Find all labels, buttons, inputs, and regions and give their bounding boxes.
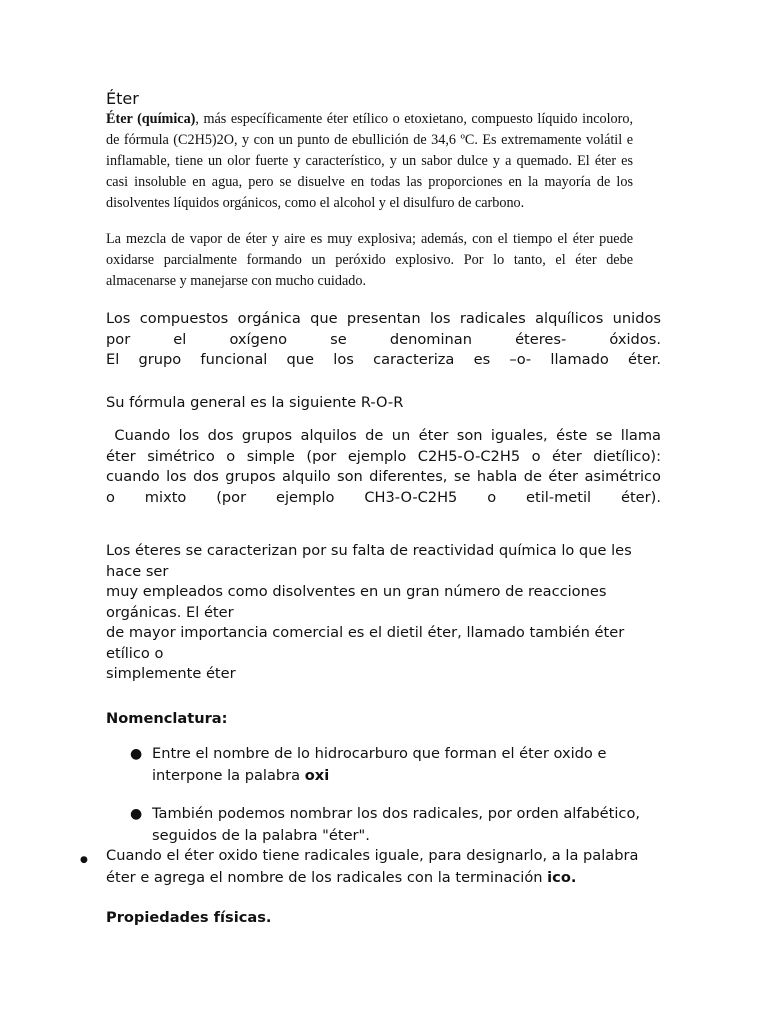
- intro-term: Éter (química): [106, 111, 196, 127]
- compounds-line-3: El grupo funcional que los caracteriza es –o- llamado éter.: [106, 351, 661, 368]
- symmetric-line-3: cuando los dos grupos alquilo son diferentes, se habla de éter asimétrico: [106, 468, 661, 485]
- bullet-text: Entre el nombre de lo hidrocarburo que forman el éter oxido e interpone la palabra: [152, 745, 607, 784]
- compounds-line-1: Los compuestos orgánica que presentan los radicales alquílicos unidos: [106, 310, 661, 327]
- symmetric-line-4: o mixto (por ejemplo CH3-O-C2H5 o etil-metil éter).: [106, 488, 661, 506]
- nomenclature-heading: Nomenclatura:: [106, 710, 228, 727]
- symmetric-line-2: éter simétrico o simple (por ejemplo C2H5-O-C2H5 o éter dietílico):: [106, 447, 661, 465]
- reactivity-line-3: de mayor importancia comercial es el dietil éter, llamado también éter etílico o: [106, 624, 625, 662]
- compounds-paragraph: [106, 309, 661, 371]
- symmetric-paragraph: [106, 426, 661, 508]
- bullet-text: También podemos nombrar los dos radicales, por orden alfabético, seguidos de la palabra "éter".: [152, 805, 641, 844]
- bullet-icon: ●: [80, 855, 88, 865]
- compounds-line-2: por el oxígeno se denominan éteres- óxidos.: [106, 330, 661, 348]
- intro-text: , más específicamente éter etílico o etoxietano, compuesto líquido incoloro, de fórmula (C2H5)2O, y con un punto de ebullición de 34,6 ºC. Es extremamente volátil e inflamable, tiene un olor fuerte y característico, y un sabor dulce y a quemado. El éter es casi insoluble en agua, pero se disuelve en todas las proporciones en la mayoría de los disolventes líquidos orgánicos, como el alcohol y el disulfuro de carbono.: [106, 111, 633, 211]
- explosive-paragraph: La mezcla de vapor de éter y aire es muy explosiva; además, con el tiempo el éter puede oxidarse parcialmente formando un peróxido explosivo. Por lo tanto, el éter debe almacenarse y manejarse con mucho cuidado.: [106, 231, 633, 289]
- reactivity-paragraph: [106, 541, 661, 685]
- document-title: Éter: [106, 89, 139, 108]
- reactivity-line-1: Los éteres se caracterizan por su falta de reactividad química lo que les hace ser: [106, 542, 632, 580]
- list-item: [80, 845, 671, 889]
- reactivity-line-2: muy empleados como disolventes en un gran número de reacciones orgánicas. El éter: [106, 583, 607, 621]
- list-item: [130, 743, 672, 787]
- bullet-icon: ●: [130, 746, 143, 762]
- bullet-bold: oxi: [304, 767, 330, 784]
- intro-paragraph: [106, 109, 633, 214]
- bullet-text: Cuando el éter oxido tiene radicales iguale, para designarlo, a la palabra éter e agrega el nombre de los radicales con la terminación: [106, 847, 639, 886]
- formula-paragraph: Su fórmula general es la siguiente R-O-R: [106, 394, 404, 411]
- list-item: [130, 803, 672, 847]
- symmetric-line-1: Cuando los dos grupos alquilos de un éter son iguales, éste se llama: [106, 427, 661, 444]
- bullet-icon: ●: [130, 806, 143, 822]
- reactivity-line-4: simplemente éter: [106, 665, 236, 682]
- physical-properties-heading: Propiedades físicas.: [106, 909, 272, 926]
- bullet-bold: ico.: [547, 869, 577, 886]
